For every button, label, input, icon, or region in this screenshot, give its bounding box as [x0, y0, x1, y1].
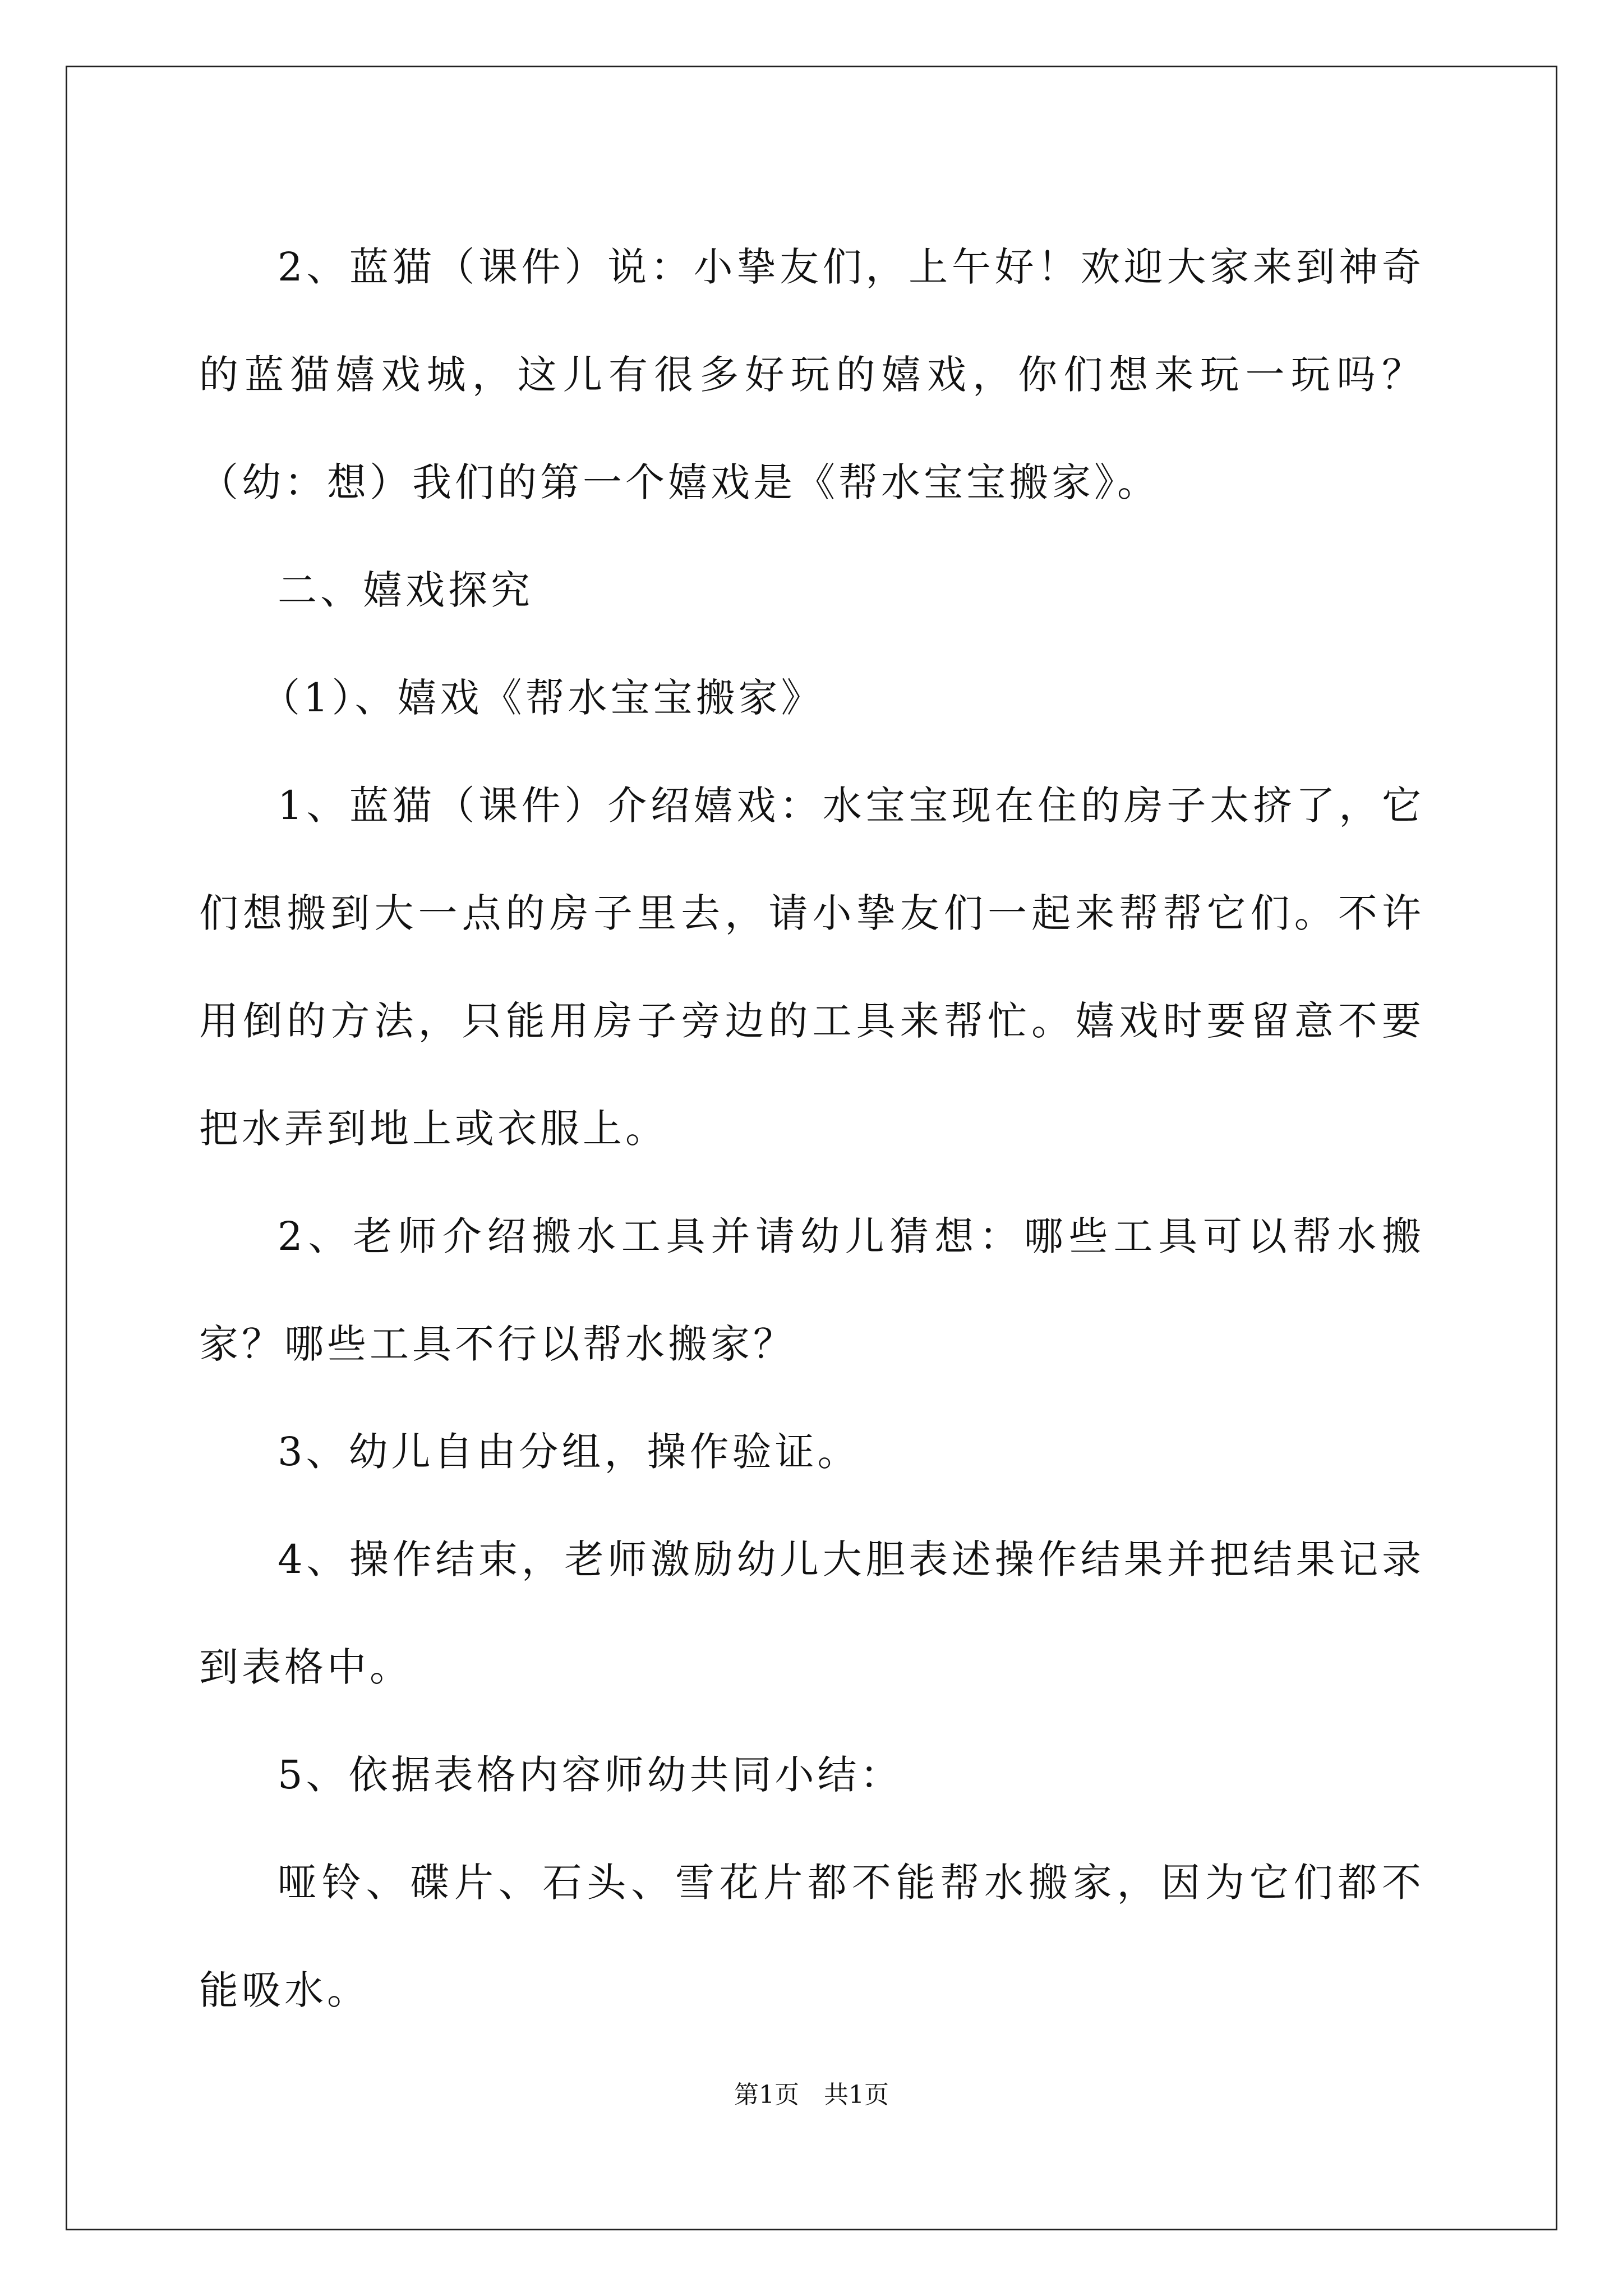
paragraph: 3、幼儿自由分组，操作验证。	[278, 1429, 860, 1475]
paragraph: 1、蓝猫（课件）介绍嬉戏：水宝宝现在住的房子太挤了，它们想搬到大一点的房子里去，请小挚友们一起来帮帮它们。不许用倒的方法，只能用房子旁边的工具来帮忙。嬉戏时要留意不要把水弄到地上或衣服上。	[199, 783, 1424, 1152]
paragraph: 哑铃、碟片、石头、雪花片都不能帮水搬家，因为它们都不能吸水。	[199, 1860, 1424, 2013]
section-heading: 二、嬉戏探究	[278, 567, 533, 613]
document-body	[199, 213, 1424, 2044]
paragraph: 4、操作结束，老师激励幼儿大胆表述操作结果并把结果记录到表格中。	[199, 1536, 1424, 1690]
page-footer: 第1页 共1页	[734, 2081, 889, 2109]
paragraph: 5、依据表格内容师幼共同小结：	[278, 1752, 903, 1798]
paragraph: 2、蓝猫（课件）说：小挚友们，上午好！欢迎大家来到神奇的蓝猫嬉戏城，这儿有很多好玩的嬉戏，你们想来玩一玩吗？（幼：想）我们的第一个嬉戏是《帮水宝宝搬家》。	[199, 244, 1424, 505]
subsection-heading: （1）、嬉戏《帮水宝宝搬家》	[261, 675, 824, 721]
paragraph: 2、老师介绍搬水工具并请幼儿猜想：哪些工具可以帮水搬家？哪些工具不行以帮水搬家？	[199, 1213, 1424, 1367]
